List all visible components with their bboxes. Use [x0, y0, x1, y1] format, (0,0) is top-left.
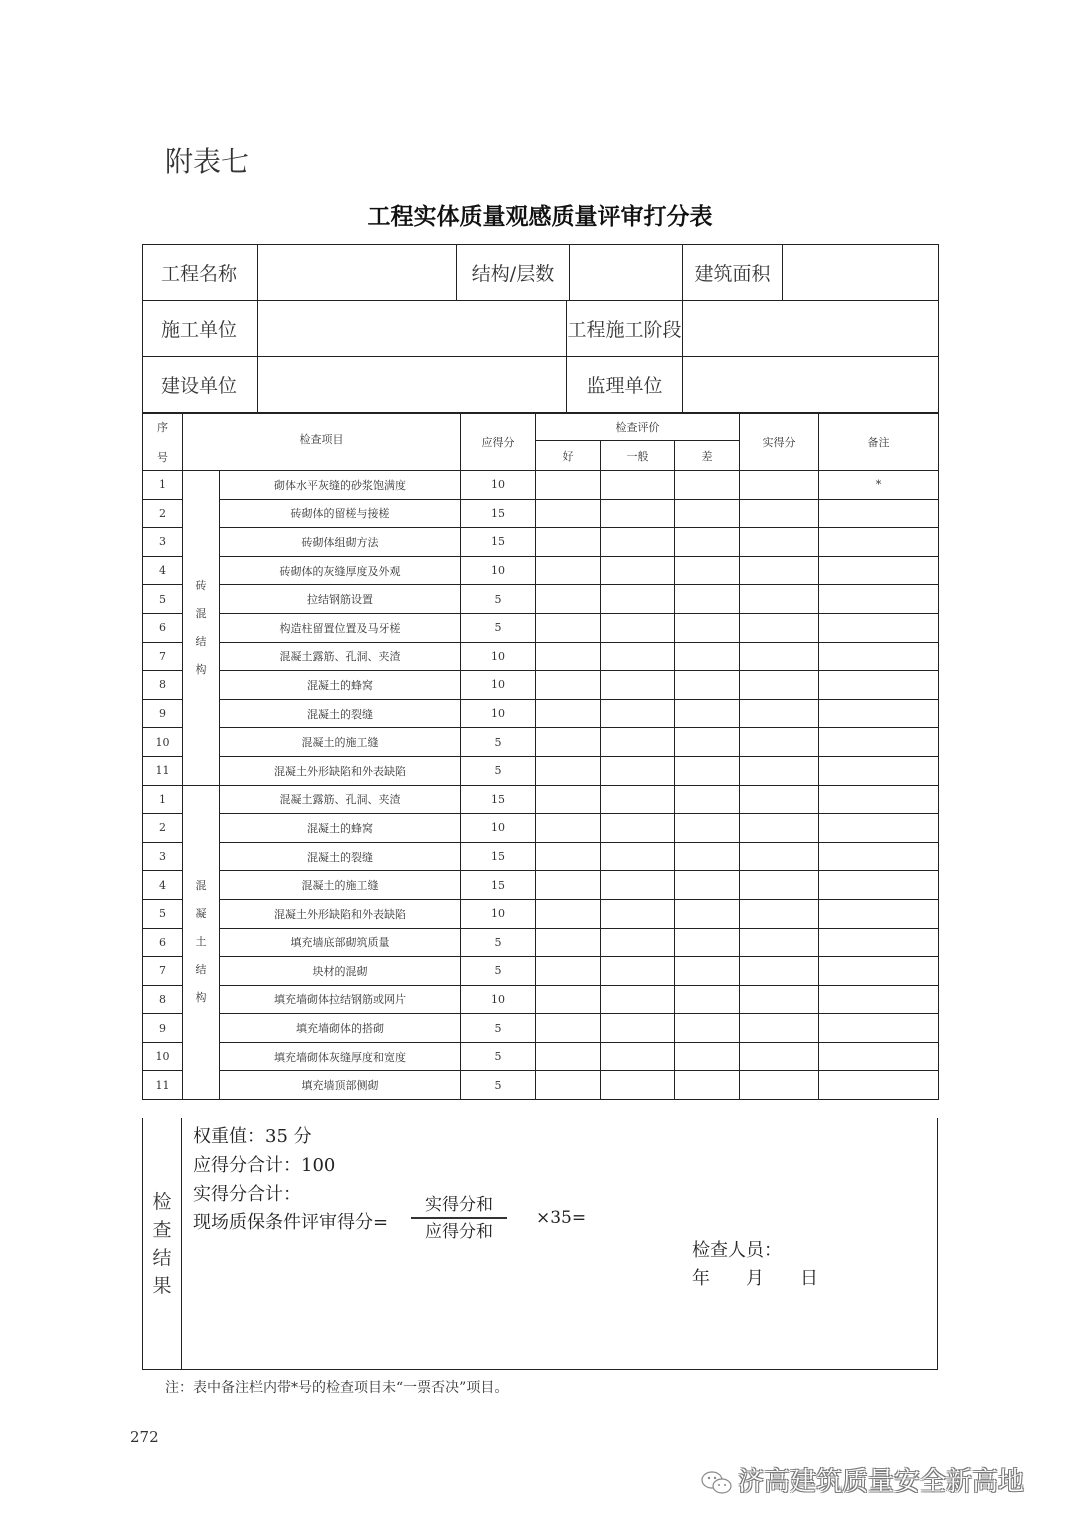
inspection-item: 混凝土的裂缝: [220, 699, 461, 728]
formula-numerator: 实得分和: [411, 1190, 507, 1219]
rating-average-cell[interactable]: [601, 899, 675, 928]
inspection-item: 混凝土的裂缝: [220, 842, 461, 871]
rating-average-cell[interactable]: [601, 1014, 675, 1043]
rating-average-cell[interactable]: [601, 699, 675, 728]
max-score: 10: [461, 671, 536, 700]
rating-poor-cell[interactable]: [675, 1042, 740, 1071]
remark-cell[interactable]: [819, 1071, 939, 1100]
header-average: 一般: [601, 441, 675, 471]
category-char: 混: [195, 879, 207, 893]
rating-poor-cell[interactable]: [675, 556, 740, 585]
footnote: 注：表中备注栏内带*号的检查项目未“一票否决”项目。: [165, 1380, 509, 1396]
rating-poor-cell[interactable]: [675, 471, 740, 500]
row-number: 8: [143, 985, 183, 1014]
actual-score-cell[interactable]: [740, 471, 819, 500]
rating-good-cell[interactable]: [536, 471, 601, 500]
actual-score-cell[interactable]: [740, 671, 819, 700]
project-name-label: 工程名称: [143, 245, 258, 301]
table-row: [143, 1014, 939, 1043]
table-row: [143, 957, 939, 986]
actual-score-cell[interactable]: [740, 871, 819, 900]
inspection-item: 混凝土的施工缝: [220, 871, 461, 900]
rating-good-cell[interactable]: [536, 556, 601, 585]
max-score: 5: [461, 1071, 536, 1100]
rating-poor-cell[interactable]: [675, 642, 740, 671]
rating-poor-cell[interactable]: [675, 785, 740, 814]
actual-score-cell[interactable]: [740, 814, 819, 843]
actual-score-cell[interactable]: [740, 842, 819, 871]
max-score: 5: [461, 728, 536, 757]
header-seq-2: 号: [157, 451, 168, 464]
max-score: 5: [461, 928, 536, 957]
rating-average-cell[interactable]: [601, 556, 675, 585]
rating-average-cell[interactable]: [601, 613, 675, 642]
category-char: 砖: [195, 578, 207, 592]
rating-poor-cell[interactable]: [675, 756, 740, 785]
rating-good-cell[interactable]: [536, 928, 601, 957]
row-number: 6: [143, 928, 183, 957]
max-score: 15: [461, 871, 536, 900]
owner-unit-label: 建设单位: [143, 357, 258, 413]
table-row: [143, 471, 939, 500]
remark-cell[interactable]: [819, 613, 939, 642]
inspection-item: 构造柱留置位置及马牙槎: [220, 613, 461, 642]
structure-floors-field[interactable]: [570, 245, 683, 301]
rating-average-cell[interactable]: [601, 642, 675, 671]
remark-cell[interactable]: [819, 1014, 939, 1043]
rating-good-cell[interactable]: [536, 699, 601, 728]
table-row: [143, 499, 939, 528]
remark-cell[interactable]: [819, 842, 939, 871]
rating-good-cell[interactable]: [536, 814, 601, 843]
page-title: 工程实体质量观感质量评审打分表: [367, 204, 713, 230]
header-actual-score: [740, 414, 819, 471]
inspector-label[interactable]: 检查人员：: [692, 1240, 782, 1261]
rating-good-cell[interactable]: [536, 671, 601, 700]
rating-average-cell[interactable]: [601, 785, 675, 814]
table-row: [143, 642, 939, 671]
construction-stage-label: 工程施工阶段: [567, 301, 683, 357]
rating-good-cell[interactable]: [536, 985, 601, 1014]
category-char: 结: [195, 634, 207, 648]
actual-score-cell[interactable]: [740, 957, 819, 986]
inspection-item: 填充墙顶部侧砌: [220, 1071, 461, 1100]
remark-cell[interactable]: [819, 556, 939, 585]
table-row: [143, 556, 939, 585]
inspection-item: 块材的混砌: [220, 957, 461, 986]
inspection-item: 混凝土露筋、孔洞、夹渣: [220, 785, 461, 814]
table-row: [143, 842, 939, 871]
rating-good-cell[interactable]: [536, 1014, 601, 1043]
table-row: [143, 613, 939, 642]
row-number: 11: [143, 756, 183, 785]
rating-poor-cell[interactable]: [675, 814, 740, 843]
inspection-item: 砖砌体的留槎与接槎: [220, 499, 461, 528]
weight-value: 权重值：35 分: [193, 1126, 312, 1147]
rating-good-cell[interactable]: [536, 613, 601, 642]
building-area-field[interactable]: [783, 245, 939, 301]
max-score: 15: [461, 528, 536, 557]
actual-score-cell[interactable]: [740, 785, 819, 814]
row-number: 7: [143, 957, 183, 986]
rating-good-cell[interactable]: [536, 1071, 601, 1100]
remark-cell[interactable]: [819, 642, 939, 671]
side-char: 果: [152, 1275, 172, 1297]
result-side-label: [143, 1118, 182, 1369]
inspection-item: 砌体水平灰缝的砂浆饱满度: [220, 471, 461, 500]
remark-cell[interactable]: [819, 899, 939, 928]
construction-unit-label: 施工单位: [143, 301, 258, 357]
table-row: [143, 814, 939, 843]
construction-stage-field[interactable]: [683, 301, 939, 357]
remark-cell[interactable]: [819, 728, 939, 757]
max-score: 5: [461, 585, 536, 614]
actual-score-cell[interactable]: [740, 613, 819, 642]
header-item-text: 检查项目: [299, 433, 344, 446]
table-row: [143, 728, 939, 757]
table-row: [143, 756, 939, 785]
actual-score-cell[interactable]: [740, 728, 819, 757]
rating-poor-cell[interactable]: [675, 499, 740, 528]
row-number: 9: [143, 699, 183, 728]
rating-good-cell[interactable]: [536, 1042, 601, 1071]
inspection-item: 填充墙砌体的搭砌: [220, 1014, 461, 1043]
remark-cell[interactable]: [819, 528, 939, 557]
table-row: [143, 1042, 939, 1071]
rating-poor-cell[interactable]: [675, 613, 740, 642]
rating-good-cell[interactable]: [536, 899, 601, 928]
header-seq-1: 序: [157, 421, 168, 434]
inspection-item: 混凝土的蜂窝: [220, 814, 461, 843]
rating-poor-cell[interactable]: [675, 1014, 740, 1043]
max-score: 5: [461, 957, 536, 986]
formula-label: 现场质保条件评审得分=: [193, 1212, 389, 1233]
total-max-score: 应得分合计：100: [193, 1155, 336, 1176]
row-number: 4: [143, 556, 183, 585]
actual-score-cell[interactable]: [740, 699, 819, 728]
actual-score-cell[interactable]: [740, 928, 819, 957]
rating-poor-cell[interactable]: [675, 871, 740, 900]
actual-score-cell[interactable]: [740, 642, 819, 671]
inspection-item: 填充墙砌体拉结钢筋或网片: [220, 985, 461, 1014]
actual-score-cell[interactable]: [740, 756, 819, 785]
remark-cell[interactable]: [819, 1042, 939, 1071]
row-number: 11: [143, 1071, 183, 1100]
rating-poor-cell[interactable]: [675, 957, 740, 986]
category-char: 凝: [195, 907, 207, 921]
inspection-date[interactable]: 年 月 日: [692, 1268, 818, 1289]
row-number: 10: [143, 1042, 183, 1071]
remark-cell[interactable]: [819, 957, 939, 986]
category-char: 混: [195, 606, 207, 620]
rating-average-cell[interactable]: [601, 756, 675, 785]
table-row: [143, 528, 939, 557]
rating-average-cell[interactable]: [601, 1071, 675, 1100]
remark-cell[interactable]: [819, 499, 939, 528]
side-char: 结: [152, 1247, 172, 1269]
rating-poor-cell[interactable]: [675, 1071, 740, 1100]
side-char: 检: [152, 1191, 172, 1213]
row-number: 3: [143, 528, 183, 557]
wechat-icon: [700, 1470, 734, 1496]
header-remarks-text: 备注: [867, 436, 890, 449]
rating-average-cell[interactable]: [601, 842, 675, 871]
actual-score-cell[interactable]: [740, 556, 819, 585]
row-number: 1: [143, 471, 183, 500]
rating-poor-cell[interactable]: [675, 528, 740, 557]
header-good: 好: [536, 441, 601, 471]
rating-average-cell[interactable]: [601, 471, 675, 500]
row-number: 3: [143, 842, 183, 871]
inspection-item: 填充墙砌体灰缝厚度和宽度: [220, 1042, 461, 1071]
side-char: 查: [152, 1219, 172, 1241]
watermark: [700, 1461, 1024, 1498]
formula-multiplier: ×35=: [536, 1208, 587, 1228]
actual-score-cell[interactable]: [740, 899, 819, 928]
row-number: 6: [143, 613, 183, 642]
row-number: 8: [143, 671, 183, 700]
watermark-text: 济高建筑质量安全新高地: [738, 1467, 1025, 1497]
max-score: 10: [461, 556, 536, 585]
supervision-unit-label: 监理单位: [567, 357, 683, 413]
header-max-score-text: 应得分: [481, 436, 515, 449]
rating-good-cell[interactable]: [536, 642, 601, 671]
rating-good-cell[interactable]: [536, 499, 601, 528]
supervision-unit-field[interactable]: [683, 357, 939, 413]
remark-cell[interactable]: [819, 928, 939, 957]
inspection-item: 混凝土的施工缝: [220, 728, 461, 757]
max-score: 5: [461, 756, 536, 785]
header-max-score: [461, 414, 536, 471]
rating-good-cell[interactable]: [536, 756, 601, 785]
owner-unit-field[interactable]: [258, 357, 567, 413]
row-number: 4: [143, 871, 183, 900]
row-number: 1: [143, 785, 183, 814]
max-score: 5: [461, 1042, 536, 1071]
table-row: [143, 671, 939, 700]
max-score: 5: [461, 613, 536, 642]
total-actual-score[interactable]: 实得分合计：: [193, 1184, 301, 1205]
rating-good-cell[interactable]: [536, 871, 601, 900]
table-row: [143, 1071, 939, 1100]
max-score: 10: [461, 814, 536, 843]
actual-score-cell[interactable]: [740, 1071, 819, 1100]
table-row: [143, 585, 939, 614]
remark-cell[interactable]: [819, 699, 939, 728]
inspection-table: [142, 413, 939, 1100]
actual-score-cell[interactable]: [740, 585, 819, 614]
rating-average-cell[interactable]: [601, 928, 675, 957]
inspection-result-section: [142, 1118, 938, 1370]
category-label: [183, 471, 220, 786]
table-row: [143, 871, 939, 900]
inspection-item: 拉结钢筋设置: [220, 585, 461, 614]
row-number: 2: [143, 499, 183, 528]
row-number: 5: [143, 899, 183, 928]
table-row: [143, 899, 939, 928]
max-score: 10: [461, 899, 536, 928]
rating-good-cell[interactable]: [536, 842, 601, 871]
result-side-text: [143, 1188, 181, 1300]
inspection-item: 填充墙底部砌筑质量: [220, 928, 461, 957]
remark-cell[interactable]: [819, 585, 939, 614]
rating-average-cell[interactable]: [601, 814, 675, 843]
inspection-item: 混凝土露筋、孔洞、夹渣: [220, 642, 461, 671]
rating-average-cell[interactable]: [601, 985, 675, 1014]
rating-good-cell[interactable]: [536, 585, 601, 614]
rating-average-cell[interactable]: [601, 671, 675, 700]
rating-poor-cell[interactable]: [675, 899, 740, 928]
rating-poor-cell[interactable]: [675, 671, 740, 700]
actual-score-cell[interactable]: [740, 1014, 819, 1043]
table-row: [143, 985, 939, 1014]
table-row: [143, 785, 939, 814]
appendix-label: 附表七: [165, 145, 250, 178]
table-row: [143, 699, 939, 728]
rating-poor-cell[interactable]: [675, 842, 740, 871]
structure-floors-label: 结构/层数: [457, 245, 570, 301]
actual-score-cell[interactable]: [740, 985, 819, 1014]
max-score: 15: [461, 499, 536, 528]
project-name-field[interactable]: [258, 245, 457, 301]
header-remarks: [819, 414, 939, 471]
rating-average-cell[interactable]: [601, 499, 675, 528]
row-number: 9: [143, 1014, 183, 1043]
rating-poor-cell[interactable]: [675, 928, 740, 957]
category-label: [183, 785, 220, 1100]
header-poor: 差: [675, 441, 740, 471]
building-area-label: 建筑面积: [683, 245, 783, 301]
row-number: 2: [143, 814, 183, 843]
remark-cell[interactable]: [819, 814, 939, 843]
rating-poor-cell[interactable]: [675, 699, 740, 728]
header-item: [183, 414, 461, 471]
remark-cell[interactable]: [819, 756, 939, 785]
inspection-item: 砖砌体的灰缝厚度及外观: [220, 556, 461, 585]
inspection-item: 混凝土外形缺陷和外表缺陷: [220, 756, 461, 785]
project-info-table: [142, 244, 939, 413]
inspection-item: 混凝土外形缺陷和外表缺陷: [220, 899, 461, 928]
page-number: 272: [130, 1428, 159, 1446]
inspection-item: 砖砌体组砌方法: [220, 528, 461, 557]
actual-score-cell[interactable]: [740, 1042, 819, 1071]
category-char: 土: [195, 935, 207, 949]
construction-unit-field[interactable]: [258, 301, 567, 357]
rating-average-cell[interactable]: [601, 871, 675, 900]
rating-average-cell[interactable]: [601, 1042, 675, 1071]
max-score: 10: [461, 699, 536, 728]
remark-cell[interactable]: [819, 785, 939, 814]
rating-average-cell[interactable]: [601, 728, 675, 757]
remark-cell[interactable]: [819, 671, 939, 700]
formula-denominator: 应得分和: [425, 1222, 493, 1242]
max-score: 15: [461, 842, 536, 871]
header-evaluation: 检查评价: [536, 414, 740, 441]
rating-poor-cell[interactable]: [675, 728, 740, 757]
rating-average-cell[interactable]: [601, 957, 675, 986]
remark-cell[interactable]: [819, 871, 939, 900]
rating-poor-cell[interactable]: [675, 985, 740, 1014]
rating-good-cell[interactable]: [536, 957, 601, 986]
actual-score-cell[interactable]: [740, 499, 819, 528]
row-number: 10: [143, 728, 183, 757]
row-number: 7: [143, 642, 183, 671]
rating-good-cell[interactable]: [536, 528, 601, 557]
category-char: 构: [195, 662, 207, 676]
rating-good-cell[interactable]: [536, 785, 601, 814]
header-seq: [143, 414, 183, 471]
rating-average-cell[interactable]: [601, 585, 675, 614]
row-number: 5: [143, 585, 183, 614]
rating-poor-cell[interactable]: [675, 585, 740, 614]
remark-cell[interactable]: [819, 985, 939, 1014]
actual-score-cell[interactable]: [740, 528, 819, 557]
rating-good-cell[interactable]: [536, 728, 601, 757]
max-score: 5: [461, 1014, 536, 1043]
category-char: 结: [195, 963, 207, 977]
max-score: 10: [461, 985, 536, 1014]
rating-average-cell[interactable]: [601, 528, 675, 557]
max-score: 15: [461, 785, 536, 814]
remark-cell[interactable]: *: [819, 471, 939, 500]
header-actual-score-text: 实得分: [762, 436, 796, 449]
max-score: 10: [461, 471, 536, 500]
inspection-item: 混凝土的蜂窝: [220, 671, 461, 700]
table-row: [143, 928, 939, 957]
category-char: 构: [195, 991, 207, 1005]
max-score: 10: [461, 642, 536, 671]
